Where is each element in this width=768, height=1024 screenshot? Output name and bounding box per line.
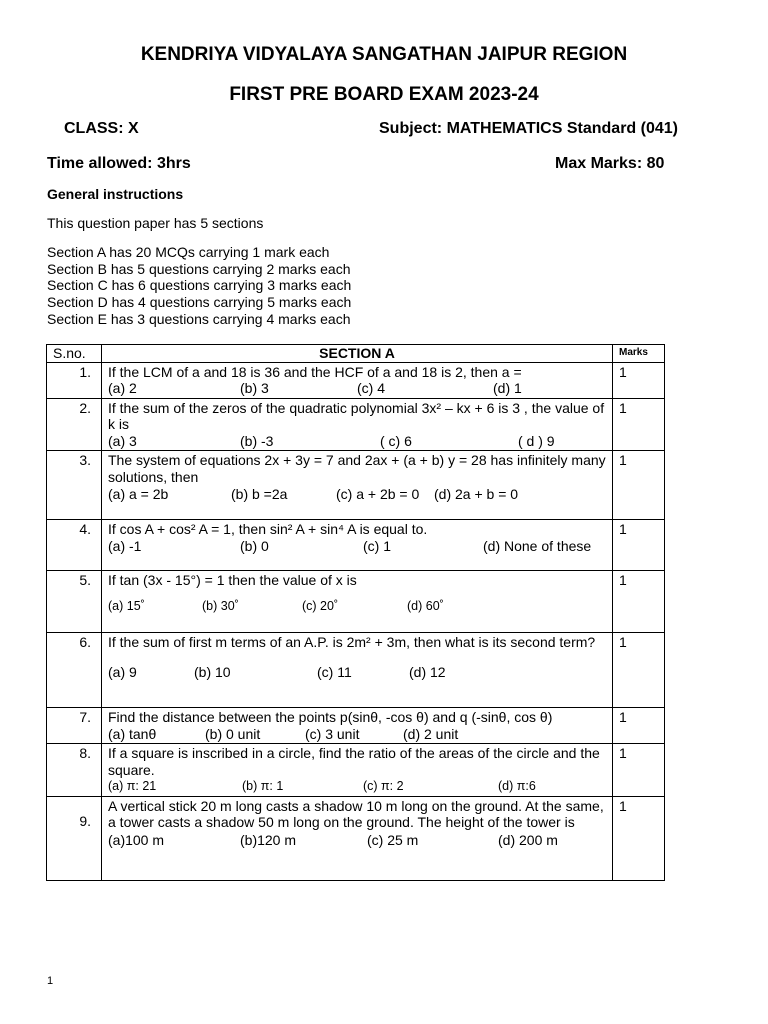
question-number: 2. — [47, 398, 102, 451]
option: (b) 3 — [240, 380, 269, 396]
question-number: 7. — [47, 708, 102, 744]
options — [108, 778, 606, 795]
org-title: KENDRIYA VIDYALAYA SANGATHAN JAIPUR REGION — [140, 44, 628, 65]
option: (d) None of these — [483, 537, 592, 554]
option: (d) 60˚ — [407, 598, 444, 613]
option: (a) π: 21 — [108, 779, 157, 793]
question-marks: 1 — [613, 708, 665, 744]
options — [108, 538, 606, 555]
question-number: 1. — [47, 362, 102, 398]
table-row — [47, 796, 665, 880]
question-marks: 1 — [613, 362, 665, 398]
section-list — [47, 244, 351, 328]
question-text: If the sum of the zeros of the quadratic polynomial 3x² – kx + 6 is 3 , the value of k is — [108, 399, 605, 432]
table-row — [47, 633, 665, 708]
question-marks: 1 — [613, 451, 665, 520]
option: (a) 15˚ — [108, 598, 145, 613]
option: (d) 12 — [409, 663, 446, 680]
section-line: Section D has 4 questions carrying 5 marks each — [47, 294, 352, 311]
option: (d) 1 — [493, 380, 522, 396]
option: (b) -3 — [240, 432, 274, 449]
option: (d) π:6 — [498, 779, 536, 793]
options — [108, 433, 606, 450]
option: (c) 4 — [357, 380, 385, 396]
question-marks: 1 — [613, 571, 665, 633]
options — [108, 486, 606, 503]
options — [108, 598, 606, 615]
table-row — [47, 451, 665, 520]
instructions-heading: General instructions — [47, 186, 184, 202]
instructions-intro: This question paper has 5 sections — [47, 215, 264, 231]
question-text: If a square is inscribed in a circle, find the ratio of the areas of the circle and the square. — [108, 745, 600, 778]
question-text: If tan (3x - 15°) = 1 then the value of x is — [108, 572, 357, 588]
table-row — [47, 744, 665, 797]
option: (a) 9 — [108, 663, 137, 680]
table-row — [47, 571, 665, 633]
option: (b) 30˚ — [202, 598, 239, 613]
option: (a) 2 — [108, 380, 137, 396]
options — [108, 726, 606, 743]
option: (d) 2a + b = 0 — [434, 486, 519, 502]
question-cell — [102, 451, 613, 520]
question-cell — [102, 633, 613, 708]
col-section-header: SECTION A — [102, 345, 613, 363]
time-allowed: Time allowed: 3hrs — [47, 155, 191, 172]
question-marks: 1 — [613, 744, 665, 797]
option: (b)120 m — [240, 831, 297, 848]
option: (c) 25 m — [367, 831, 419, 848]
option: (b) 0 unit — [205, 725, 261, 742]
option: (d) 2 unit — [403, 725, 459, 742]
table-header-row — [47, 345, 665, 363]
options — [108, 664, 606, 681]
question-cell — [102, 744, 613, 797]
question-number: 6. — [47, 633, 102, 708]
col-sno-header: S.no. — [47, 345, 102, 363]
options — [108, 380, 606, 397]
question-text: Find the distance between the points p(sinθ, -cos θ) and q (-sinθ, cos θ) — [108, 709, 553, 725]
option: (c) a + 2b = 0 — [336, 486, 420, 502]
class-label: CLASS: X — [64, 120, 139, 137]
question-number: 3. — [47, 451, 102, 520]
option: (b) 0 — [240, 537, 269, 554]
option: (a)100 m — [108, 831, 165, 848]
option: (a) tanθ — [108, 725, 157, 742]
section-line: Section A has 20 MCQs carrying 1 mark each — [47, 244, 330, 260]
table-row — [47, 398, 665, 451]
question-marks: 1 — [613, 520, 665, 571]
option: (b) π: 1 — [242, 779, 284, 793]
question-number: 4. — [47, 520, 102, 571]
option: (a) -1 — [108, 537, 142, 554]
question-cell — [102, 571, 613, 633]
option: (c) 3 unit — [305, 725, 360, 742]
question-cell — [102, 796, 613, 880]
question-cell — [102, 708, 613, 744]
question-cell — [102, 362, 613, 398]
options — [108, 832, 606, 849]
option: (a) a = 2b — [108, 486, 169, 502]
option: (c) 20˚ — [302, 598, 339, 613]
table-row — [47, 708, 665, 744]
section-line: Section C has 6 questions carrying 3 marks each — [47, 277, 352, 294]
question-table — [46, 344, 665, 881]
question-marks: 1 — [613, 796, 665, 880]
option: ( d ) 9 — [518, 432, 555, 449]
question-cell — [102, 398, 613, 451]
section-line: Section E has 3 questions carrying 4 marks each — [47, 310, 351, 327]
table-row — [47, 362, 665, 398]
question-text: If the LCM of a and 18 is 36 and the HCF of a and 18 is 2, then a = — [108, 363, 522, 380]
option: (a) 3 — [108, 432, 137, 449]
option: (c) 11 — [317, 663, 352, 680]
option: (b) 10 — [194, 663, 231, 680]
question-marks: 1 — [613, 633, 665, 708]
question-cell — [102, 520, 613, 571]
question-text: A vertical stick 20 m long casts a shadow 10 m long on the ground. At the same, a tower casts a shadow 50 m long on the ground. The height of the tower is — [108, 797, 604, 830]
question-number: 5. — [47, 571, 102, 633]
subject-label: Subject: MATHEMATICS Standard (041) — [379, 120, 678, 137]
question-number: 9. — [47, 796, 102, 880]
table-row — [47, 520, 665, 571]
question-text: The system of equations 2x + 3y = 7 and 2ax + (a + b) y = 28 has infinitely many solutions, then — [108, 452, 606, 485]
col-marks-header: Marks — [613, 345, 665, 363]
option: ( c) 6 — [380, 432, 412, 449]
exam-title: FIRST PRE BOARD EXAM 2023-24 — [229, 84, 539, 105]
option: (c) 1 — [363, 537, 391, 554]
max-marks: Max Marks: 80 — [555, 155, 665, 172]
question-number: 8. — [47, 744, 102, 797]
page-number: 1 — [47, 975, 54, 987]
option: (b) b =2a — [231, 486, 288, 502]
section-line: Section B has 5 questions carrying 2 marks each — [47, 260, 351, 277]
option: (d) 200 m — [498, 831, 558, 848]
question-marks: 1 — [613, 398, 665, 451]
question-text: If cos A + cos² A = 1, then sin² A + sin⁴ A is equal to. — [108, 521, 428, 537]
question-text: If the sum of first m terms of an A.P. is 2m² + 3m, then what is its second term? — [108, 634, 596, 650]
option: (c) π: 2 — [363, 779, 404, 793]
